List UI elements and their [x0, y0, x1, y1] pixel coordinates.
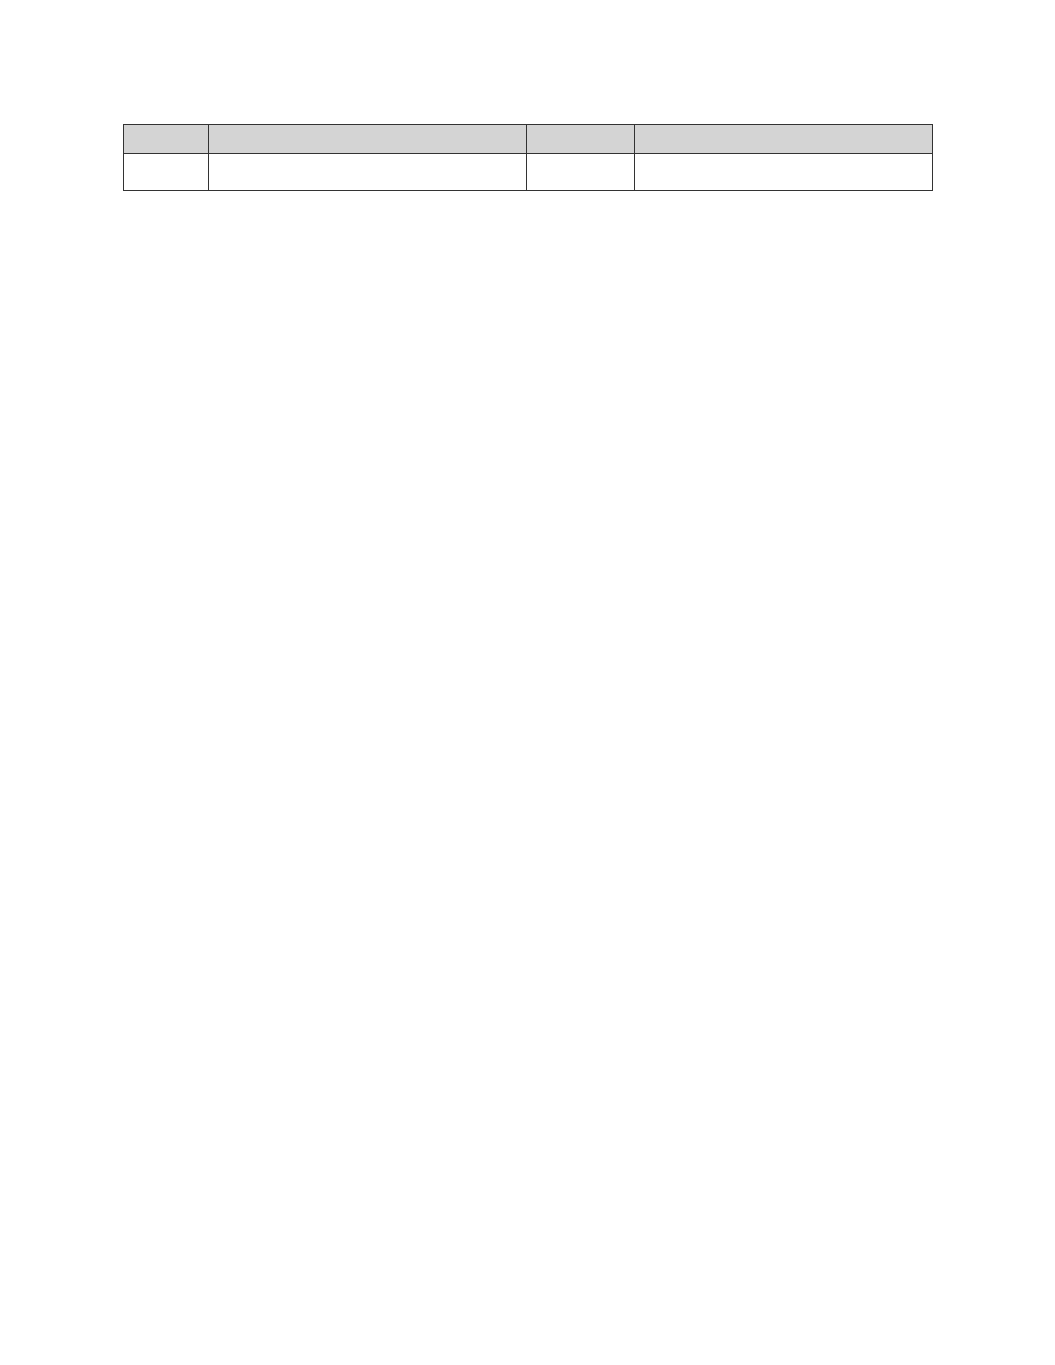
table-header-row	[124, 125, 933, 154]
header-status	[527, 125, 635, 154]
cell-status	[527, 154, 635, 191]
header-claims-and-interests	[209, 125, 527, 154]
header-class	[124, 125, 209, 154]
header-voting-rights	[635, 125, 933, 154]
cell-voting	[635, 154, 933, 191]
section-heading	[124, 213, 187, 233]
cell-class	[124, 154, 209, 191]
table-row	[124, 154, 933, 191]
class1-heading	[186, 393, 217, 413]
class-summary-table	[123, 124, 933, 191]
cell-claims	[209, 154, 527, 191]
class2-heading	[186, 855, 217, 875]
